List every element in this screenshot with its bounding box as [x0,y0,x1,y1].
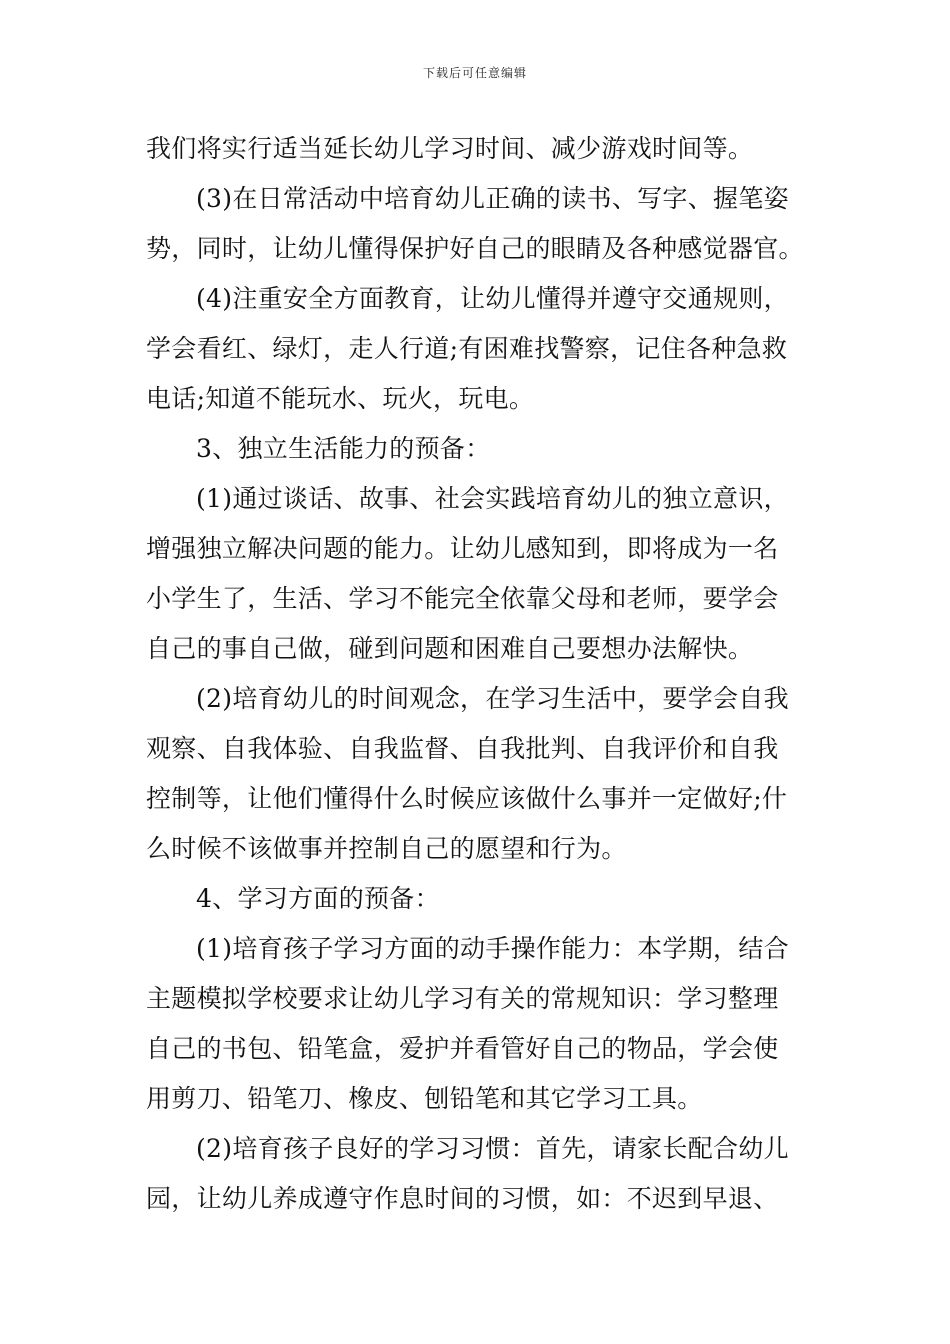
text-line: (2)培育孩子良好的学习习惯：首先，请家长配合幼儿 [196,1134,789,1163]
text-line: 自己的书包、铅笔盒，爱护并看管好自己的物品，学会使 [146,1034,779,1063]
text-line: 自己的事自己做，碰到问题和困难自己要想办法解快。 [146,634,754,663]
text-line: 3、独立生活能力的预备： [196,434,491,463]
text-line: 用剪刀、铅笔刀、橡皮、刨铅笔和其它学习工具。 [146,1084,703,1113]
text-line: 园，让幼儿养成遵守作息时间的习惯，如：不迟到早退、 [146,1184,779,1213]
text-line: 主题模拟学校要求让幼儿学习有关的常规知识：学习整理 [146,984,779,1013]
text-line: (1)通过谈话、故事、社会实践培育幼儿的独立意识， [196,484,789,513]
text-line: 么时候不该做事并控制自己的愿望和行为。 [146,834,627,863]
text-line: (3)在日常活动中培育幼儿正确的读书、写字、握笔姿 [196,184,789,213]
text-line: (4)注重安全方面教育，让幼儿懂得并遵守交通规则， [196,284,789,313]
document-body [146,124,811,1224]
text-line: 控制等，让他们懂得什么时候应该做什么事并一定做好;什 [146,784,788,813]
text-line: 4、学习方面的预备： [196,884,440,913]
text-line: 增强独立解决问题的能力。让幼儿感知到，即将成为一名 [146,534,779,563]
text-line: (1)培育孩子学习方面的动手操作能力：本学期，结合 [196,934,789,963]
page-header: 下载后可任意编辑 [422,66,527,80]
text-line: 电话;知道不能玩水、玩火，玩电。 [146,384,535,413]
text-line: 小学生了，生活、学习不能完全依靠父母和老师，要学会 [146,584,779,613]
text-line: 观察、自我体验、自我监督、自我批判、自我评价和自我 [146,734,779,763]
text-line: (2)培育幼儿的时间观念，在学习生活中，要学会自我 [196,684,789,713]
text-line: 我们将实行适当延长幼儿学习时间、减少游戏时间等。 [146,134,754,163]
text-line: 学会看红、绿灯，走人行道;有困难找警察，记住各种急救 [146,334,788,363]
text-line: 势，同时，让幼儿懂得保护好自己的眼睛及各种感觉器官。 [146,234,804,263]
